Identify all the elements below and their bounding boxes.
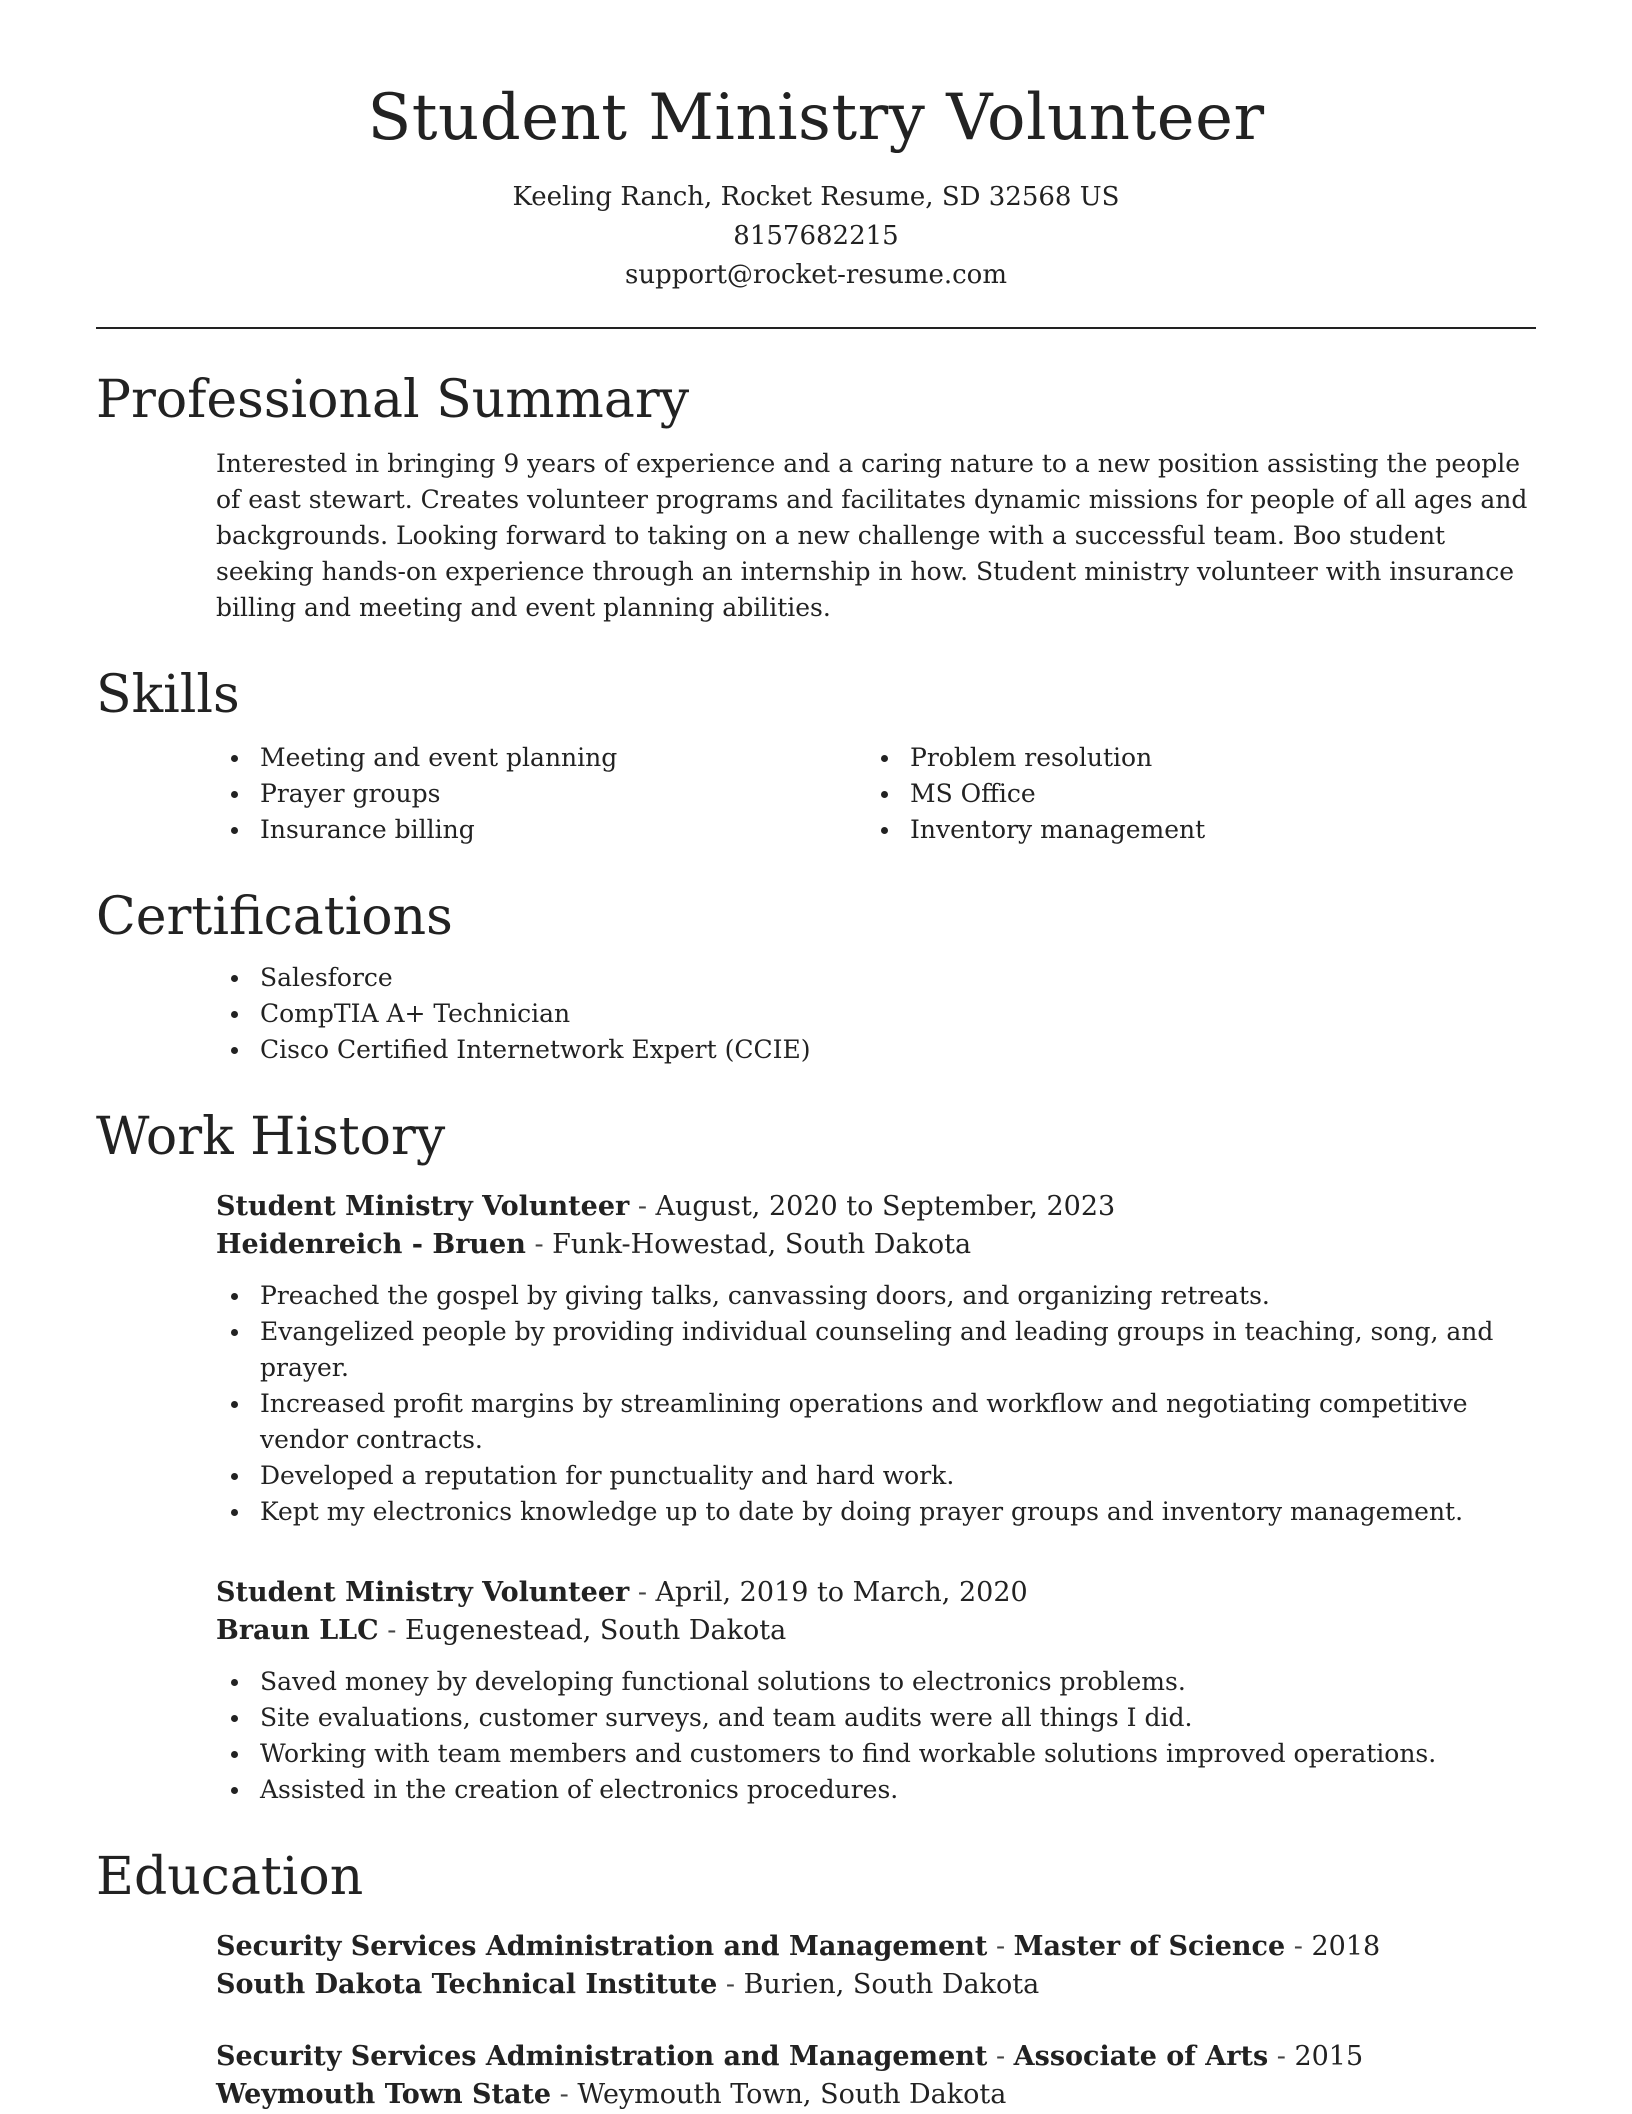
resume-header: [96, 82, 1536, 295]
skill-item: Inventory management: [866, 812, 1516, 848]
job-company-line: [216, 1612, 1536, 1650]
skill-item: Meeting and event planning: [216, 740, 866, 776]
job-title-line: [216, 1574, 1536, 1612]
job-bullet: Assisted in the creation of electronics procedures.: [216, 1772, 1536, 1808]
education-degree: Master of Science: [1013, 1930, 1286, 1962]
skill-item: MS Office: [866, 776, 1516, 812]
education-location: Burien, South Dakota: [743, 1968, 1040, 2000]
skills-list: [96, 740, 1536, 848]
education-entry: [96, 1928, 1536, 2004]
job-company: Braun LLC: [216, 1614, 379, 1646]
separator: -: [1268, 2040, 1295, 2072]
job-location: Eugenestead, South Dakota: [404, 1614, 787, 1646]
separator: -: [525, 1228, 553, 1260]
summary-heading: Professional Summary: [96, 369, 690, 430]
education-entry: [96, 2038, 1536, 2114]
separator: -: [1285, 1930, 1312, 1962]
skills-column-left: [216, 740, 866, 848]
education-school: South Dakota Technical Institute: [216, 1968, 718, 2000]
education-degree-line: [216, 2038, 1536, 2076]
job-role: Student Ministry Volunteer: [216, 1576, 630, 1608]
education-location: Weymouth Town, South Dakota: [577, 2078, 1007, 2110]
certification-item: Cisco Certified Internetwork Expert (CCIE): [216, 1032, 1536, 1068]
education-school-line: [216, 1966, 1536, 2004]
separator: -: [629, 1190, 656, 1222]
education-year: 2015: [1294, 2040, 1364, 2072]
job-dates: April, 2019 to March, 2020: [655, 1576, 1028, 1608]
skills-column-right: [866, 740, 1516, 848]
education-year: 2018: [1311, 1930, 1381, 1962]
education-degree-line: [216, 1928, 1536, 1966]
job-bullets: [216, 1278, 1536, 1530]
summary-text: Interested in bringing 9 years of experience and a caring nature to a new position assisting the people of east stewart. Creates volunteer programs and facilitates dynamic missions for people of all ages and backgrounds. Looking forward to taking on a new challenge with a successful team. Boo student seeking hands-on experience through an internship in how. Student ministry volunteer with insurance billing and meeting and event planning abilities.: [216, 449, 1528, 623]
candidate-name: Student Ministry Volunteer: [367, 81, 1265, 155]
separator: -: [378, 1614, 405, 1646]
job-bullets: [216, 1664, 1536, 1808]
skill-item: Insurance billing: [216, 812, 866, 848]
separator: -: [551, 2078, 578, 2110]
separator: -: [987, 1930, 1014, 1962]
skills-heading: Skills: [96, 665, 240, 726]
job-dates: August, 2020 to September, 2023: [655, 1190, 1116, 1222]
job-title-line: [216, 1188, 1536, 1226]
job-bullet: Working with team members and customers to find workable solutions improved operations.: [216, 1736, 1536, 1772]
work-history-heading: Work History: [96, 1106, 446, 1167]
contact-block: [96, 178, 1536, 295]
job-company-line: [216, 1226, 1536, 1264]
education-field: Security Services Administration and Management: [216, 1930, 988, 1962]
education-school-line: [216, 2076, 1536, 2114]
education-degree: Associate of Arts: [1013, 2040, 1269, 2072]
separator: -: [987, 2040, 1014, 2072]
certifications-heading: Certifications: [96, 887, 453, 948]
job-bullet: Kept my electronics knowledge up to date by doing prayer groups and inventory management.: [216, 1494, 1536, 1530]
job-bullet: Saved money by developing functional solutions to electronics problems.: [216, 1664, 1536, 1700]
skill-item: Problem resolution: [866, 740, 1516, 776]
contact-phone: 8157682215: [733, 220, 899, 251]
education-school: Weymouth Town State: [216, 2078, 552, 2110]
education-heading: Education: [96, 1846, 364, 1907]
job-location: Funk-Howestad, South Dakota: [552, 1228, 972, 1260]
job-bullet: Site evaluations, customer surveys, and team audits were all things I did.: [216, 1700, 1536, 1736]
certifications-list: [96, 960, 1536, 1068]
job-bullet: Preached the gospel by giving talks, canvassing doors, and organizing retreats.: [216, 1278, 1536, 1314]
job-bullet: Increased profit margins by streamlining operations and workflow and negotiating competitive vendor contracts.: [216, 1386, 1536, 1458]
certification-item: CompTIA A+ Technician: [216, 996, 1536, 1032]
job-entry: [96, 1574, 1536, 1808]
separator: -: [629, 1576, 656, 1608]
skill-item: Prayer groups: [216, 776, 866, 812]
job-company: Heidenreich - Bruen: [216, 1228, 526, 1260]
header-divider: [96, 327, 1536, 329]
education-field: Security Services Administration and Management: [216, 2040, 988, 2072]
contact-address: Keeling Ranch, Rocket Resume, SD 32568 US: [512, 181, 1120, 212]
certification-item: Salesforce: [216, 960, 1536, 996]
job-role: Student Ministry Volunteer: [216, 1190, 630, 1222]
separator: -: [717, 1968, 744, 2000]
job-entry: [96, 1188, 1536, 1530]
job-bullet: Evangelized people by providing individual counseling and leading groups in teaching, song, and prayer.: [216, 1314, 1536, 1386]
job-bullet: Developed a reputation for punctuality and hard work.: [216, 1458, 1536, 1494]
contact-email: support@rocket-resume.com: [624, 259, 1007, 290]
